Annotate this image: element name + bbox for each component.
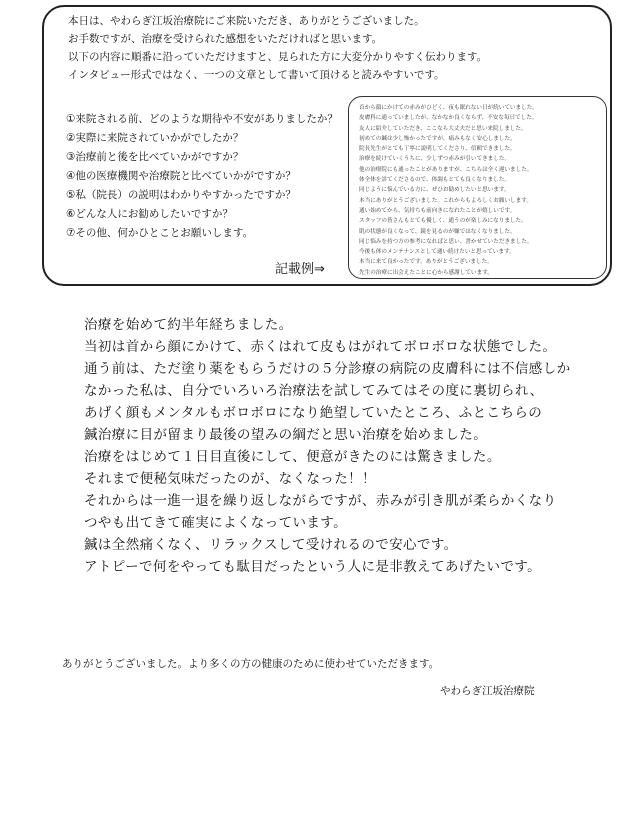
example-line: 同じ悩みを持つ方の参考になればと思い、書かせていただきました。 <box>359 238 533 245</box>
example-label: 記載例⇒ <box>275 262 325 277</box>
example-line: 肌の状態が良くなって、鏡を見るのが嫌ではなくなりました。 <box>359 228 516 235</box>
example-line: スタッフの皆さんもとても優しく、通うのが楽しみになりました。 <box>359 218 527 225</box>
example-line: 皮膚科に通っていましたが、なかなか良くならず、不安な毎日でした。 <box>359 115 538 122</box>
response-line: つやも出てきて確実によくなっています。 <box>84 515 348 531</box>
closing-text: ありがとうございました。より多くの方の健康のために使わせていただきます。 <box>62 658 440 670</box>
response-line: なかった私は、自分でいろいろ治療法を試してみてはその度に裏切られ、 <box>84 383 544 399</box>
example-line: 本当に来て良かったです。ありがとうございました。 <box>359 259 493 266</box>
example-line: 先生の治療に出会えたことに心から感謝しています。 <box>359 269 493 276</box>
response-line: 治療を始めて約半年経ちました。 <box>84 317 293 333</box>
example-line: 他の治療院にも通ったことがありますが、こちらは全く違いました。 <box>359 166 533 173</box>
response-line: 鍼は全然痛くなく、リラックスして受けれるので安心です。 <box>84 537 458 553</box>
question-list <box>66 110 366 243</box>
response-line: それまで便秘気味だったのが、なくなった！！ <box>84 471 376 487</box>
example-line: 治療を続けていくうちに、少しずつ赤みが引いてきました。 <box>359 156 511 163</box>
example-box <box>348 96 607 279</box>
question-item: ③治療前と後を比べていかがですか？ <box>66 151 244 163</box>
clinic-signature: やわらぎ江坂治療院 <box>440 685 535 697</box>
example-line: 体全体を診てくださるので、体調もとても良くなりました。 <box>359 177 510 184</box>
response-line: 治療をはじめて１日目直後にして、便意がきたのには驚きました。 <box>84 449 501 465</box>
response-line: 鍼治療に目が留まり最後の望みの綱だと思い治療を始めました。 <box>84 427 488 443</box>
response-line: 当初は首から顔にかけて、赤くはれて皮もはがれてボロボロな状態でした。 <box>84 339 557 355</box>
example-line: 首から顔にかけての赤みがひどく、夜も眠れない日が続いていました。 <box>359 105 538 111</box>
example-line: 院長先生がとても丁寧に説明してくださり、信頼できました。 <box>359 146 516 153</box>
example-line: 初めての鍼は少し怖かったですが、痛みもなく安心しました。 <box>359 135 516 142</box>
intro-line: お手数ですが、治療を受けられた感想をいただければと思います。 <box>68 33 383 45</box>
question-item: ⑦その他、何かひとことお願いします。 <box>66 227 254 239</box>
question-item: ⑤私（院長）の説明はわかりやすかったですか？ <box>66 189 296 201</box>
response-line: アトピーで何をやっても駄目だったという人に是非教えてあげたいです。 <box>84 559 542 575</box>
intro-line: インタビュー形式ではなく、一つの文章として書いて頂けると読みやすいです。 <box>68 69 445 81</box>
example-line: 通い始めてから、気持ちも前向きになれたことが嬉しいです。 <box>359 207 516 214</box>
example-line: 友人に紹介していただき、ここなら大丈夫だと思い来院しました。 <box>359 125 527 132</box>
handwritten-response <box>84 314 624 578</box>
question-item: ①来院される前、どのような期待や不安がありましたか？ <box>66 113 338 125</box>
response-line: あげく顔もメンタルもボロボロになり絶望していたところ、ふとこちらの <box>84 405 543 421</box>
intro-text <box>68 12 608 84</box>
intro-line: 以下の内容に順番に沿っていただけますと、見られた方に大変分かりやすく伝わります。 <box>68 51 488 63</box>
response-line: 通う前は、ただ塗り薬をもらうだけの５分診療の病院の皮膚科には不信感しか <box>84 361 571 377</box>
question-item: ②実際に来院されていかがでしたか？ <box>66 132 244 144</box>
question-item: ⑥どんな人にお勧めしたいですか？ <box>66 208 233 220</box>
example-line: 今後も体のメンテナンスとして通い続けたいと思っています。 <box>359 249 515 256</box>
example-line: 同じように悩んでいる方に、ぜひお勧めしたいと思います。 <box>359 187 510 194</box>
example-line: 本当にありがとうございました。これからもよろしくお願いします。 <box>359 197 532 204</box>
response-line: それからは一進一退を繰り返しながらですが、赤みが引き肌が柔らかくなり <box>84 493 557 509</box>
intro-line: 本日は、やわらぎ江坂治療院にご来院いただき、ありがとうございました。 <box>68 15 425 27</box>
question-item: ④他の医療機関や治療院と比べていかがですか？ <box>66 170 296 182</box>
